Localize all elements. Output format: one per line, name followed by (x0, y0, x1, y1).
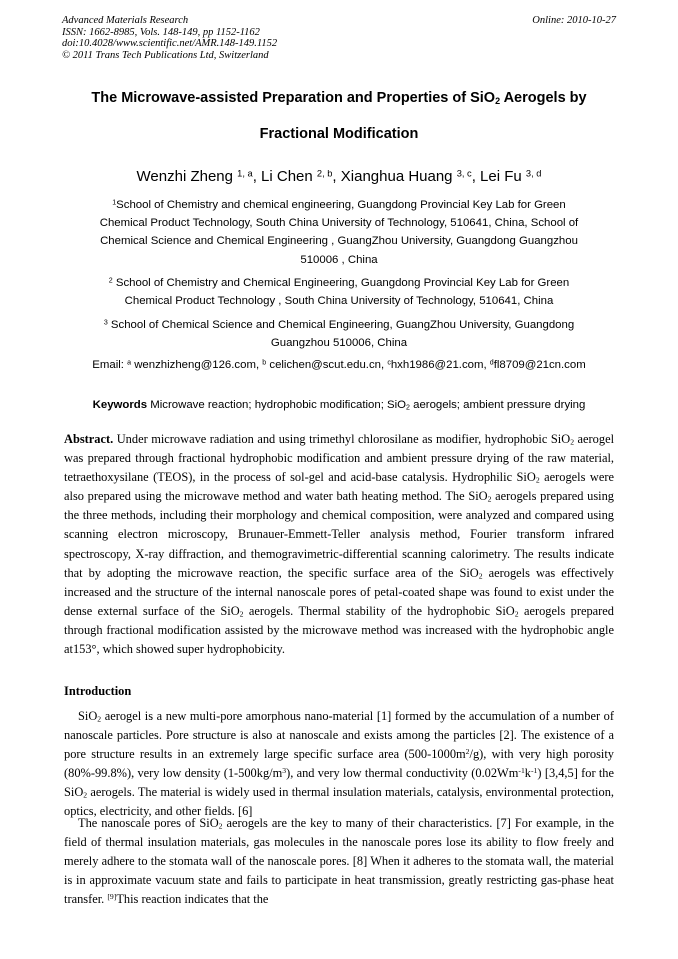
email-link[interactable]: celichen@scut.edu.cn, (266, 359, 388, 371)
keywords-label: Keywords (92, 399, 148, 411)
online-date: Online: 2010-10-27 (532, 15, 616, 26)
issn-line: ISSN: 1662-8985, Vols. 148-149, pp 1152-1162 (62, 26, 260, 38)
abstract-label: Abstract. (64, 432, 114, 446)
author: Li Chen $^{2, b}$ (261, 168, 333, 185)
email-link[interactable]: fl8709@21cn.com (493, 359, 586, 371)
intro-paragraph-2: The nanoscale pores of SiO$_2$ aerogels are the key to many of their characteristics. [7] For example, in the field of thermal insulation materials, gas molecules in the nanoscale pores lose its ability to flow freely and merely adhere to the stomata wall of the nanoscale pores. [8] When it adheres to the stomata wall, the material is in approximate vacuum state and fails to participate in heat transmission, greatly restricting gas-phase heat transfer. [9]This reaction indicates that the (64, 816, 614, 907)
author-list: Wenzhi Zheng $^{1, a}$, Li Chen $^{2, b}$, Xianghua Huang $^{3, c}$, Lei Fu $^{3, d}$ (136, 168, 542, 185)
section-heading-introduction: Introduction (64, 684, 132, 698)
title-line-1: The Microwave-assisted Preparation and Properties of SiO$_2$ Aerogels by (91, 90, 587, 106)
affiliation-1: $^1$School of Chemistry and chemical engineering, Guangdong Provincial Key Lab for Green Chemical Product Technology, South China University of Technology, 510641, China, School of Chemical Science and Chemical Engineering , GuangZhou University, Guangdong Guangzhou 510006 , China (99, 199, 579, 266)
affiliation-2: $^2$ School of Chemistry and Chemical Engineering, Guangdong Provincial Key Lab for Green Chemical Product Technology , South China University of Technology, 510641, China (108, 277, 570, 308)
email-line: Email: $^a$ wenzhizheng@126.com, $^b$ celichen@scut.edu.cn, $^c$hxh1986@21.com, $^d$fl8709@21cn.com (92, 359, 586, 371)
affiliation-3: $^3$ School of Chemical Science and Chemical Engineering, GuangZhou University, Guangdong Guangzhou 510006, China (103, 319, 575, 350)
citation-ref: [9] (107, 892, 117, 902)
email-link[interactable]: hxh1986@21.com, (390, 359, 490, 371)
title-line-2: Fractional Modification (259, 126, 419, 142)
paper-title (40, 88, 638, 142)
email-link[interactable]: wenzhizheng@126.com, (131, 359, 263, 371)
journal-name: Advanced Materials Research (62, 15, 189, 26)
header-left (62, 15, 277, 61)
abstract: Abstract. Under microwave radiation and using trimethyl chlorosilane as modifier, hydrophobic SiO$_2$ aerogel was prepared through fractional hydrophobic modification and ambient pressure drying of the raw material, tetraethoxysilane (TEOS), in the process of sol-gel and acid-base catalysis. Hydrophilic SiO$_2$ aerogels were also prepared using the microwave method and water bath heating method. The SiO$_2$ aerogels prepared using the three methods, including their morphology and chemical composition, were analyzed and compared using scanning electron microscopy, Brunauer-Emmett-Teller analysis method, Fourier transform infrared spectroscopy, X-ray diffraction, and themogravimetric-differential scanning calorimetry. The results indicate that by adopting the microwave reaction, the specific surface area of the SiO$_2$ aerogels was effectively increased and the structure of the internal nanoscale pores of petal-coated shape was found to exist under the dense external surface of the SiO$_2$ aerogels. Thermal stability of the hydrophobic SiO$_2$ aerogels prepared through fractional modification assisted by the microwave method was increased with the hydrophobic angle at153°, which showed super hydrophobicity. (64, 432, 615, 657)
author: Xianghua Huang $^{3, c}$ (340, 168, 472, 185)
author: Lei Fu $^{3, d}$ (480, 168, 542, 185)
author: Wenzhi Zheng $^{1, a}$ (136, 168, 253, 185)
copyright-line: © 2011 Trans Tech Publications Ltd, Switzerland (62, 49, 269, 61)
keywords: Keywords Microwave reaction; hydrophobic modification; SiO$_2$ aerogels; ambient pressure drying (92, 399, 586, 412)
intro-paragraph-1: SiO$_2$ aerogel is a new multi-pore amorphous nano-material [1] formed by the accumulation of a number of nanoscale particles. Pore structure is also at nanoscale and exists among the particles [2]. The existence of a pore structure results in an extremely large specific surface area $(500-1000m^2/g)$, with very high porosity (80%-99.8%), very low density $(1-500kg/m^3)$, and very low thermal conductivity $(0.02Wm^{-1}k^{-1})$ [3,4,5] for the SiO$_2$ aerogels. The material is widely used in thermal insulation materials, catalysis, environmental protection, optics, electricity, and other fields. [6] (64, 709, 614, 819)
journal-header (62, 15, 616, 61)
doi-line: doi:10.4028/www.scientific.net/AMR.148-149.1152 (62, 38, 278, 49)
